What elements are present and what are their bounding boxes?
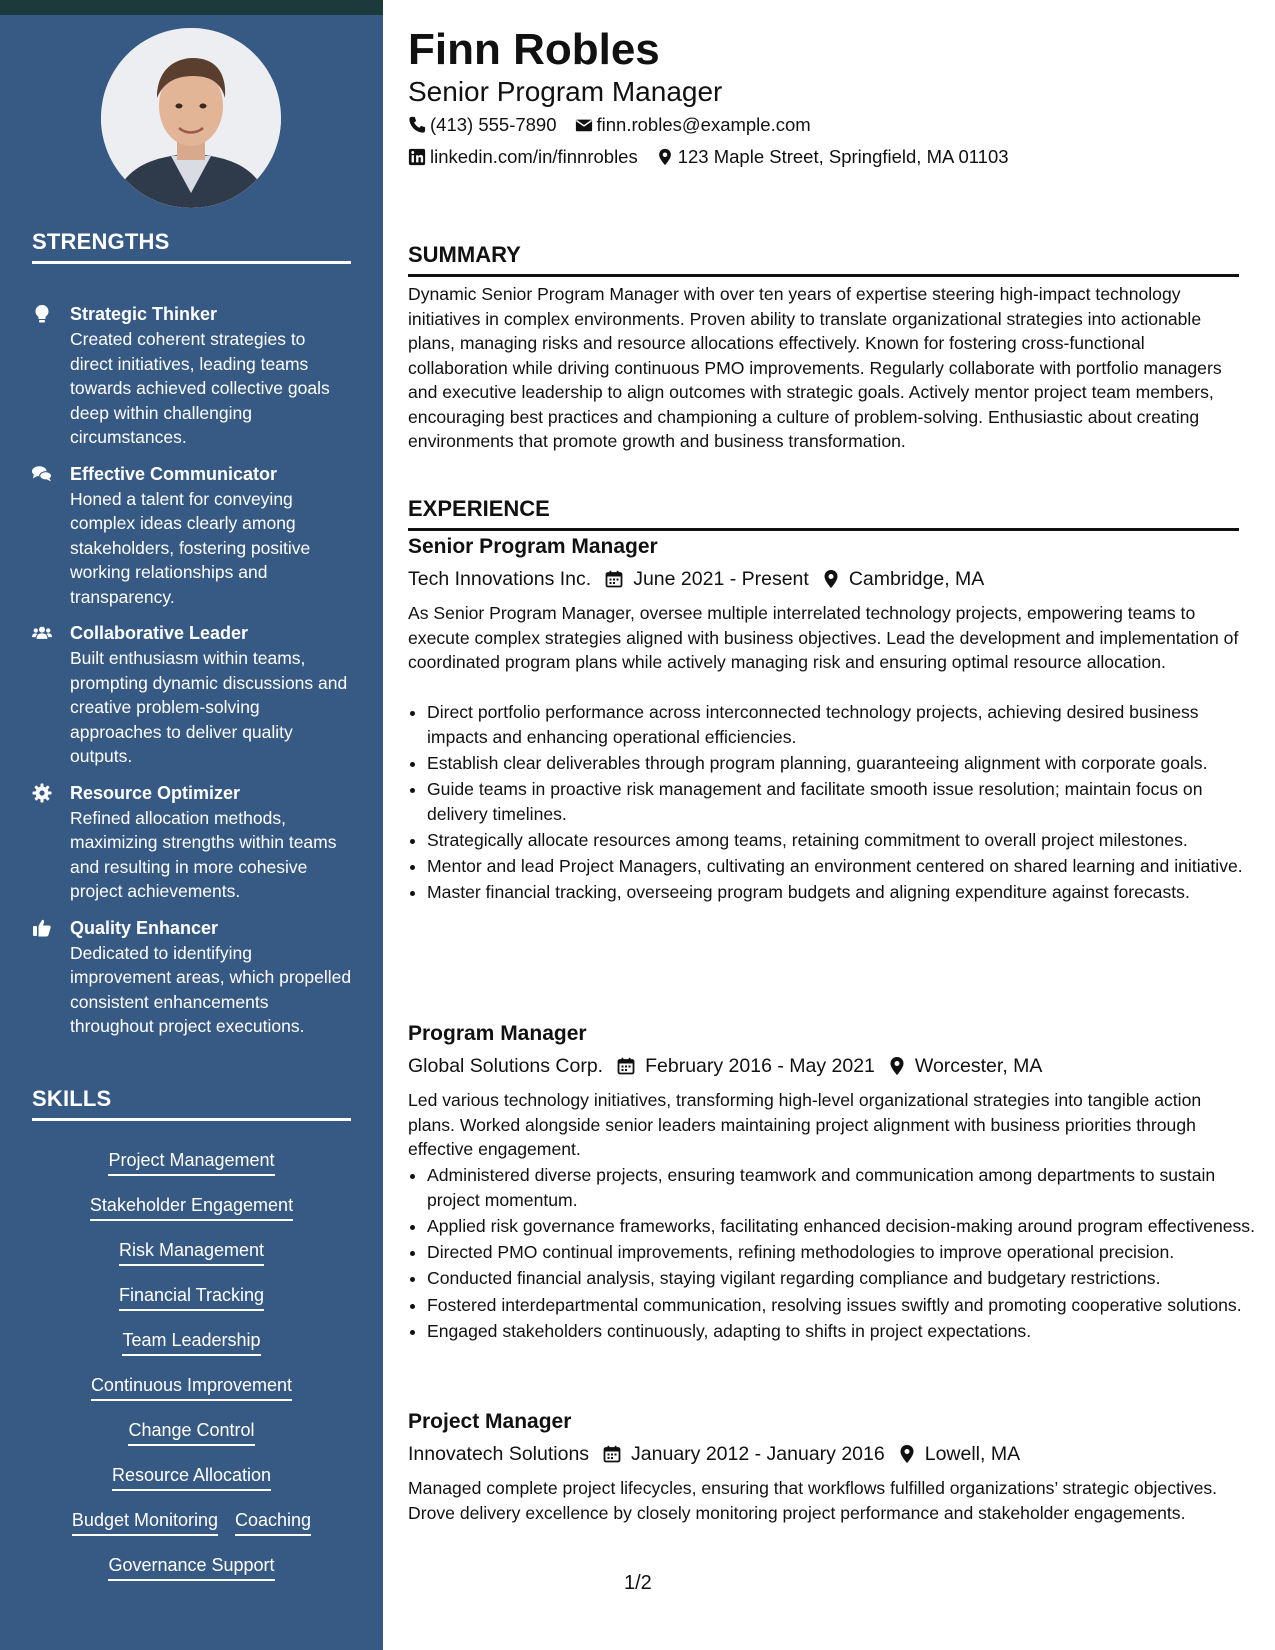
skill-tag: Continuous Improvement	[91, 1373, 292, 1401]
strengths-list	[32, 302, 352, 1051]
skill-tag: Stakeholder Engagement	[90, 1193, 293, 1221]
job-bullets	[408, 1163, 1258, 1345]
strengths-heading: STRENGTHS	[32, 229, 351, 264]
summary-text: Dynamic Senior Program Manager with over ten years of expertise steering high-impact technology initiatives in complex environments. Proven ability to translate organizational strategies into actionable plans, managing risks and resource allocations effectively. Known for fostering cross-functional collaboration while driving continuous PMO improvements. Regularly collaborate with portfolio managers and executive leadership to align outcomes with strategic goals. Actively mentor project team members, encouraging best practices and championing a culture of problem-solving. Enthusiastic about creating environments that promote growth and business transformation.	[408, 284, 1222, 451]
skill-tag: Risk Management	[119, 1238, 264, 1266]
phone-icon	[408, 116, 426, 134]
skill-tag: Governance Support	[108, 1553, 274, 1581]
email-contact[interactable]	[575, 113, 811, 137]
phone-text: (413) 555-7890	[430, 114, 557, 135]
strength-item	[32, 462, 352, 610]
job-company: Innovatech Solutions	[408, 1443, 590, 1465]
job-bullet: • Engaged stakeholders continuously, adapting to shifts in project expectations.	[427, 1319, 1258, 1344]
linkedin-contact[interactable]	[408, 145, 638, 169]
map-pin-icon	[823, 569, 839, 589]
job-bullet: • Master financial tracking, overseeing program budgets and aligning expenditure against forecasts.	[427, 880, 1258, 905]
job-title: Program Manager	[408, 1022, 587, 1045]
job-title: Senior Program Manager	[408, 535, 658, 558]
job-bullet: • Fostered interdepartmental communication, resolving issues swiftly and promoting cooperative solutions.	[427, 1293, 1258, 1318]
strength-item	[32, 781, 352, 904]
strength-title: Effective Communicator	[70, 463, 278, 484]
profile-photo	[101, 28, 281, 208]
strength-description: Honed a talent for conveying complex ideas clearly among stakeholders, fostering positive working relationships and transparency.	[70, 488, 311, 607]
job-meta	[408, 1053, 1042, 1079]
envelope-icon	[575, 116, 593, 134]
job-bullet: • Applied risk governance frameworks, facilitating enhanced decision-making around program effectiveness.	[427, 1214, 1258, 1239]
job-dates: June 2021 - Present	[633, 568, 809, 590]
calendar-icon	[617, 1057, 635, 1075]
address-text: 123 Maple Street, Springfield, MA 01103	[677, 146, 1009, 167]
email-text: finn.robles@example.com	[596, 114, 811, 135]
calendar-icon	[605, 570, 623, 588]
job-description: Led various technology initiatives, transforming high-level organizational strategies into tangible action plans. Worked alongside senior leaders maintaining project alignment with business priorities through effective engagement.	[408, 1090, 1202, 1159]
lightbulb-icon	[32, 304, 52, 324]
map-pin-icon	[899, 1444, 915, 1464]
job-meta	[408, 1441, 1020, 1467]
strength-title: Collaborative Leader	[70, 623, 249, 643]
contact-row	[408, 113, 811, 137]
job-bullet: • Guide teams in proactive risk management and facilitate smooth issue resolution; maintain focus on delivery timelines.	[427, 777, 1258, 826]
strength-description: Refined allocation methods, maximizing strengths within teams and resulting in more cohesive project achievements.	[70, 807, 337, 901]
users-icon	[32, 623, 52, 643]
candidate-role: Senior Program Manager	[408, 76, 723, 107]
sidebar	[0, 15, 383, 1650]
candidate-name: Finn Robles	[408, 25, 660, 74]
job-description: As Senior Program Manager, oversee multiple interrelated technology projects, empowering teams to execute complex strategies aligned with business objectives. Lead the development and implementation of coordinated program plans while actively managing risk and ensuring optimal resource allocation.	[408, 603, 1239, 672]
address-contact	[656, 145, 1009, 169]
chat-icon	[32, 464, 52, 484]
skills-heading: SKILLS	[32, 1086, 351, 1121]
strength-description: Dedicated to identifying improvement areas, which propelled consistent enhancements throughout project executions.	[70, 942, 352, 1036]
linkedin-text: linkedin.com/in/finnrobles	[430, 146, 638, 167]
job-meta	[408, 566, 984, 592]
map-pin-icon	[889, 1056, 905, 1076]
job-company: Global Solutions Corp.	[408, 1055, 604, 1077]
strength-item	[32, 621, 352, 769]
strength-title: Quality Enhancer	[70, 917, 219, 938]
job-location: Lowell, MA	[924, 1443, 1021, 1465]
job-bullet: • Direct portfolio performance across interconnected technology projects, achieving desired business impacts and enhancing operational efficiencies.	[427, 700, 1258, 749]
gear-icon	[32, 783, 52, 803]
job-dates: February 2016 - May 2021	[645, 1055, 875, 1077]
skills-list	[32, 1148, 351, 1598]
job-dates: January 2012 - January 2016	[631, 1443, 885, 1465]
strength-description: Built enthusiasm within teams, prompting dynamic discussions and creative problem-solving approaches to deliver quality outputs.	[70, 648, 348, 766]
job-bullet: • Strategically allocate resources among teams, retaining commitment to overall project milestones.	[427, 828, 1258, 853]
job-bullet: • Conducted financial analysis, staying vigilant regarding compliance and budgetary restrictions.	[427, 1266, 1258, 1291]
job-bullet: • Establish clear deliverables through program planning, guaranteeing alignment with corporate goals.	[427, 751, 1258, 776]
contact-row	[408, 145, 1009, 169]
experience-heading: EXPERIENCE	[408, 496, 1239, 531]
skill-tag: Change Control	[128, 1418, 254, 1446]
job-title: Project Manager	[408, 1410, 572, 1433]
job-bullet: • Administered diverse projects, ensuring teamwork and communication among departments to sustain project momentum.	[427, 1163, 1258, 1212]
skill-tag: Financial Tracking	[119, 1283, 264, 1311]
skill-tag: Resource Allocation	[112, 1463, 271, 1491]
strength-description: Created coherent strategies to direct initiatives, leading teams towards achieved collective goals deep within challenging circumstances.	[70, 329, 330, 447]
strength-title: Strategic Thinker	[70, 304, 218, 324]
skill-tag: Team Leadership	[122, 1328, 260, 1356]
job-description: Managed complete project lifecycles, ensuring that workflows fulfilled organizations’ strategic objectives. Drove delivery excellence by closely monitoring project performance and stakeholder engagements.	[408, 1478, 1218, 1523]
job-company: Tech Innovations Inc.	[408, 568, 592, 590]
skill-tag: Coaching	[235, 1508, 311, 1536]
job-bullets	[408, 700, 1258, 907]
job-bullet: • Directed PMO continual improvements, refining methodologies to improve operational precision.	[427, 1240, 1258, 1265]
page-number: 1/2	[624, 1572, 652, 1594]
strength-item	[32, 916, 352, 1039]
sidebar-top-band	[0, 0, 383, 15]
skill-tag: Budget Monitoring	[72, 1508, 218, 1536]
strength-item	[32, 302, 352, 450]
map-pin-icon	[656, 148, 674, 166]
job-bullet: • Mentor and lead Project Managers, cultivating an environment centered on shared learning and initiative.	[427, 854, 1258, 879]
phone-contact[interactable]	[408, 113, 557, 137]
calendar-icon	[603, 1445, 621, 1463]
skill-tag: Project Management	[108, 1148, 274, 1176]
job-location: Worcester, MA	[914, 1055, 1043, 1077]
linkedin-icon	[408, 148, 426, 166]
job-location: Cambridge, MA	[848, 568, 985, 590]
avatar	[101, 28, 281, 208]
strength-title: Resource Optimizer	[70, 782, 241, 803]
summary-heading: SUMMARY	[408, 242, 1239, 277]
thumbs-up-icon	[32, 918, 52, 938]
